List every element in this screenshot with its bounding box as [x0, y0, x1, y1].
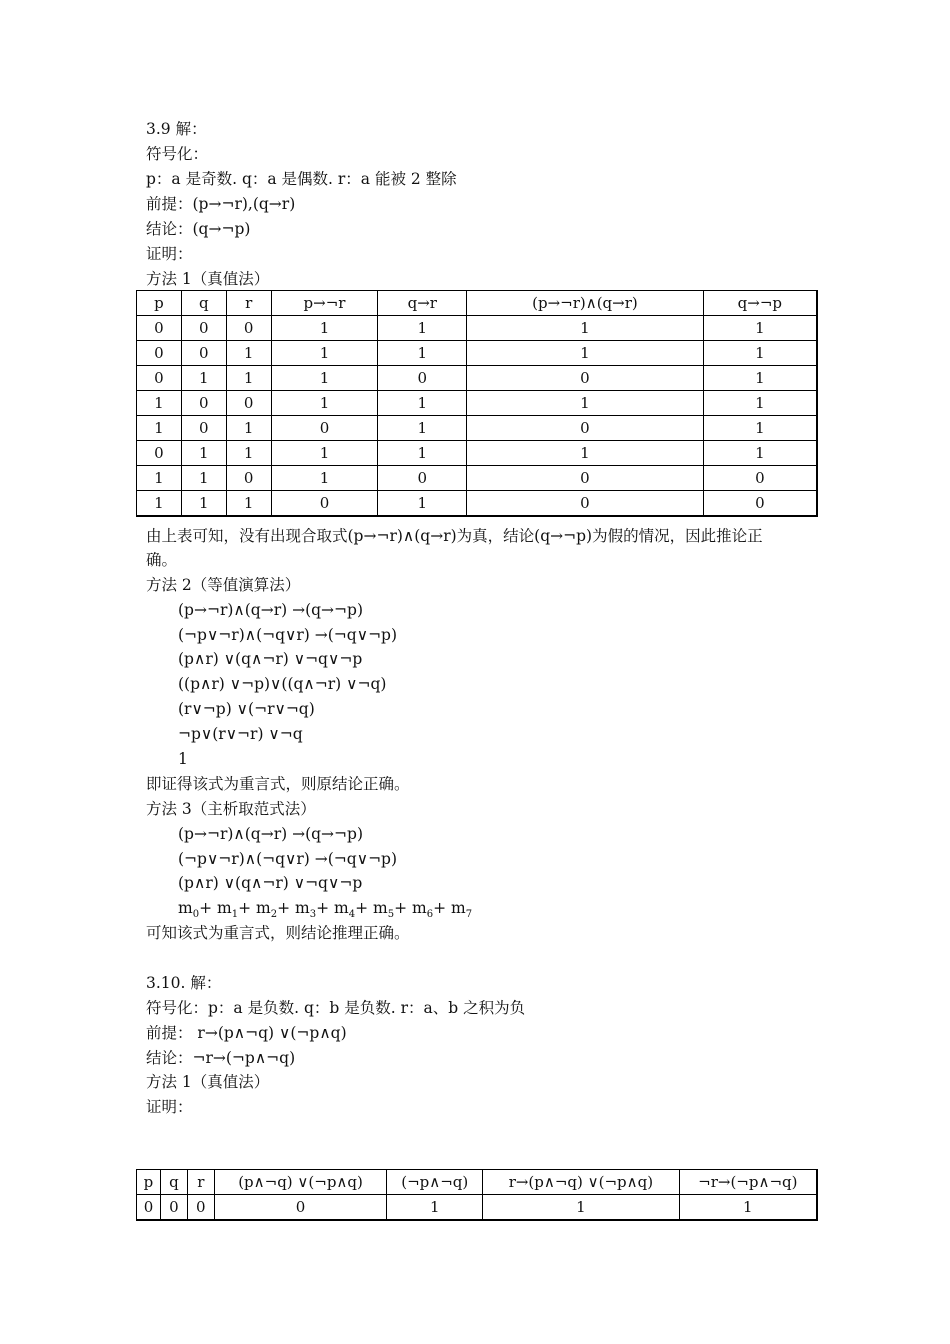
table-cell: 1 — [271, 316, 378, 341]
table-cell: 0 — [226, 316, 271, 341]
plus-sign: + — [199, 899, 217, 917]
table-cell: 1 — [703, 416, 817, 441]
table-cell: 0 — [214, 1195, 387, 1221]
table-row — [137, 416, 818, 441]
table-row — [137, 316, 818, 341]
table-cell: 1 — [679, 1195, 817, 1221]
table-cell: 0 — [181, 341, 226, 366]
section-3-10-heading: 3.10. 解： — [146, 974, 222, 992]
conclusion: 结论：(q→¬p) — [146, 220, 251, 238]
plus-sign: + — [355, 899, 373, 917]
table-row — [137, 491, 818, 517]
table-row — [137, 441, 818, 466]
table-cell: 0 — [181, 316, 226, 341]
table-conclusion-note: 由上表可知，没有出现合取式(p→¬r)∧(q→r)为真，结论(q→¬p)为假的情况，因此推论正 — [146, 527, 763, 545]
table-cell: 1 — [378, 341, 467, 366]
method-1-title: 方法 1（真值法） — [146, 270, 270, 288]
dnf-step: (p→¬r)∧(q→r) →(q→¬p) — [178, 825, 363, 843]
table-cell: 1 — [467, 391, 704, 416]
table-cell: 1 — [378, 316, 467, 341]
table-cell: 1 — [137, 491, 182, 517]
table-cell: 1 — [271, 466, 378, 491]
proof-label: 证明： — [146, 245, 193, 263]
header-cell: r — [226, 291, 271, 316]
minterm-symbol: m — [334, 899, 349, 917]
table-row — [137, 1195, 818, 1221]
truth-table-3-10 — [136, 1169, 818, 1221]
minterm-symbol: m — [451, 899, 466, 917]
minterm-index: 2 — [270, 909, 278, 920]
minterm-index: 6 — [426, 909, 434, 920]
minterm-index: 0 — [192, 909, 200, 920]
section-3-9-heading: 3.9 解： — [146, 120, 207, 138]
premise: 前提：(p→¬r),(q→r) — [146, 195, 296, 213]
minterm-sum — [178, 897, 472, 919]
table-cell: 1 — [226, 491, 271, 517]
plus-sign: + — [394, 899, 412, 917]
table-cell: 0 — [226, 466, 271, 491]
table-cell: 1 — [703, 316, 817, 341]
table-row — [137, 341, 818, 366]
table-cell: 0 — [703, 466, 817, 491]
table-cell: 0 — [187, 1195, 214, 1221]
table-cell: 1 — [271, 341, 378, 366]
dnf-step: (p∧r) ∨(q∧¬r) ∨¬q∨¬p — [178, 874, 363, 892]
table-row — [137, 466, 818, 491]
table-cell: 1 — [271, 441, 378, 466]
header-cell: r — [187, 1170, 214, 1195]
table-cell: 0 — [137, 441, 182, 466]
table-cell: 1 — [483, 1195, 679, 1221]
header-cell: q — [181, 291, 226, 316]
proof-label-3-10: 证明： — [146, 1098, 193, 1116]
table-cell: 1 — [703, 441, 817, 466]
minterm-symbol: m — [178, 899, 193, 917]
equivalence-result: 1 — [178, 750, 188, 768]
minterm-symbol: m — [412, 899, 427, 917]
minterm-symbol: m — [256, 899, 271, 917]
symbolization-text: p：a 是奇数. q：a 是偶数. r：a 能被 2 整除 — [146, 170, 457, 188]
equivalence-step: ¬p∨(r∨¬r) ∨¬q — [178, 725, 303, 743]
minterm-index: 7 — [465, 909, 473, 920]
minterm-symbol: m — [295, 899, 310, 917]
conclusion-3-10: 结论：¬r→(¬p∧¬q) — [146, 1049, 296, 1067]
method-2-title: 方法 2（等值演算法） — [146, 576, 301, 594]
minterm-symbol: m — [217, 899, 232, 917]
table-cell: 0 — [703, 491, 817, 517]
table-cell: 1 — [271, 391, 378, 416]
truth-table-3-9 — [136, 290, 818, 517]
table-cell: 1 — [467, 316, 704, 341]
table-cell: 1 — [226, 416, 271, 441]
table-cell: 0 — [467, 366, 704, 391]
table-cell: 1 — [703, 341, 817, 366]
table-cell: 0 — [226, 391, 271, 416]
plus-sign: + — [238, 899, 256, 917]
table-cell: 0 — [181, 416, 226, 441]
table-cell: 1 — [467, 441, 704, 466]
header-cell: q→¬p — [703, 291, 817, 316]
header-cell: p→¬r — [271, 291, 378, 316]
table-row — [137, 366, 818, 391]
header-cell: q→r — [378, 291, 467, 316]
equivalence-step: ((p∧r) ∨¬p)∨((q∧¬r) ∨¬q) — [178, 675, 387, 693]
table-cell: 1 — [387, 1195, 483, 1221]
header-cell: (¬p∧¬q) — [387, 1170, 483, 1195]
minterm-index: 1 — [231, 909, 239, 920]
minterm-index: 3 — [309, 909, 317, 920]
table-cell: 0 — [137, 1195, 161, 1221]
plus-sign: + — [433, 899, 451, 917]
table-cell: 1 — [181, 491, 226, 517]
table-cell: 1 — [137, 391, 182, 416]
table-cell: 0 — [160, 1195, 187, 1221]
table-cell: 1 — [226, 441, 271, 466]
plus-sign: + — [277, 899, 295, 917]
table-cell: 0 — [271, 491, 378, 517]
table-cell: 0 — [271, 416, 378, 441]
table-cell: 1 — [703, 391, 817, 416]
equivalence-step: (p→¬r)∧(q→r) →(q→¬p) — [178, 601, 363, 619]
table-cell: 1 — [271, 366, 378, 391]
table-conclusion-note-cont: 确。 — [146, 551, 178, 569]
method-3-title: 方法 3（主析取范式法） — [146, 800, 316, 818]
equivalence-step: (¬p∨¬r)∧(¬q∨r) →(¬q∨¬p) — [178, 626, 398, 644]
plus-sign: + — [316, 899, 334, 917]
table-cell: 1 — [703, 366, 817, 391]
table-cell: 1 — [467, 341, 704, 366]
symbolization-label: 符号化： — [146, 145, 209, 163]
table-cell: 1 — [378, 491, 467, 517]
table-cell: 0 — [378, 366, 467, 391]
header-cell: ¬r→(¬p∧¬q) — [679, 1170, 817, 1195]
method-3-note: 可知该式为重言式，则结论推理正确。 — [146, 924, 410, 942]
table-cell: 1 — [137, 466, 182, 491]
equivalence-step: (r∨¬p) ∨(¬r∨¬q) — [178, 700, 315, 718]
table-cell: 0 — [137, 316, 182, 341]
table-cell: 0 — [137, 366, 182, 391]
table-cell: 0 — [467, 466, 704, 491]
table-cell: 1 — [226, 341, 271, 366]
method-1-title-3-10: 方法 1（真值法） — [146, 1073, 270, 1091]
table-cell: 1 — [181, 366, 226, 391]
table-cell: 1 — [226, 366, 271, 391]
minterm-index: 4 — [348, 909, 356, 920]
symbolization-text-3-10: 符号化：p：a 是负数. q：b 是负数. r：a、b 之积为负 — [146, 999, 526, 1017]
header-cell: (p∧¬q) ∨(¬p∧q) — [214, 1170, 387, 1195]
table-cell: 1 — [378, 391, 467, 416]
table-cell: 1 — [378, 441, 467, 466]
header-cell: q — [160, 1170, 187, 1195]
table-cell: 0 — [181, 391, 226, 416]
table-cell: 0 — [137, 341, 182, 366]
minterm-index: 5 — [387, 909, 395, 920]
table-cell: 0 — [467, 491, 704, 517]
table-cell: 1 — [137, 416, 182, 441]
header-cell: p — [137, 291, 182, 316]
table-cell: 0 — [378, 466, 467, 491]
table-cell: 1 — [181, 441, 226, 466]
dnf-step: (¬p∨¬r)∧(¬q∨r) →(¬q∨¬p) — [178, 850, 398, 868]
header-cell: r→(p∧¬q) ∨(¬p∧q) — [483, 1170, 679, 1195]
equivalence-step: (p∧r) ∨(q∧¬r) ∨¬q∨¬p — [178, 650, 363, 668]
table-header-row — [137, 291, 818, 316]
table-cell: 1 — [378, 416, 467, 441]
table-cell: 1 — [181, 466, 226, 491]
header-cell: p — [137, 1170, 161, 1195]
table-row — [137, 391, 818, 416]
premise-3-10: 前提： r→(p∧¬q) ∨(¬p∧q) — [146, 1024, 347, 1042]
table-header-row — [137, 1170, 818, 1195]
minterm-symbol: m — [373, 899, 388, 917]
method-2-note: 即证得该式为重言式，则原结论正确。 — [146, 775, 410, 793]
table-cell: 0 — [467, 416, 704, 441]
header-cell: (p→¬r)∧(q→r) — [467, 291, 704, 316]
